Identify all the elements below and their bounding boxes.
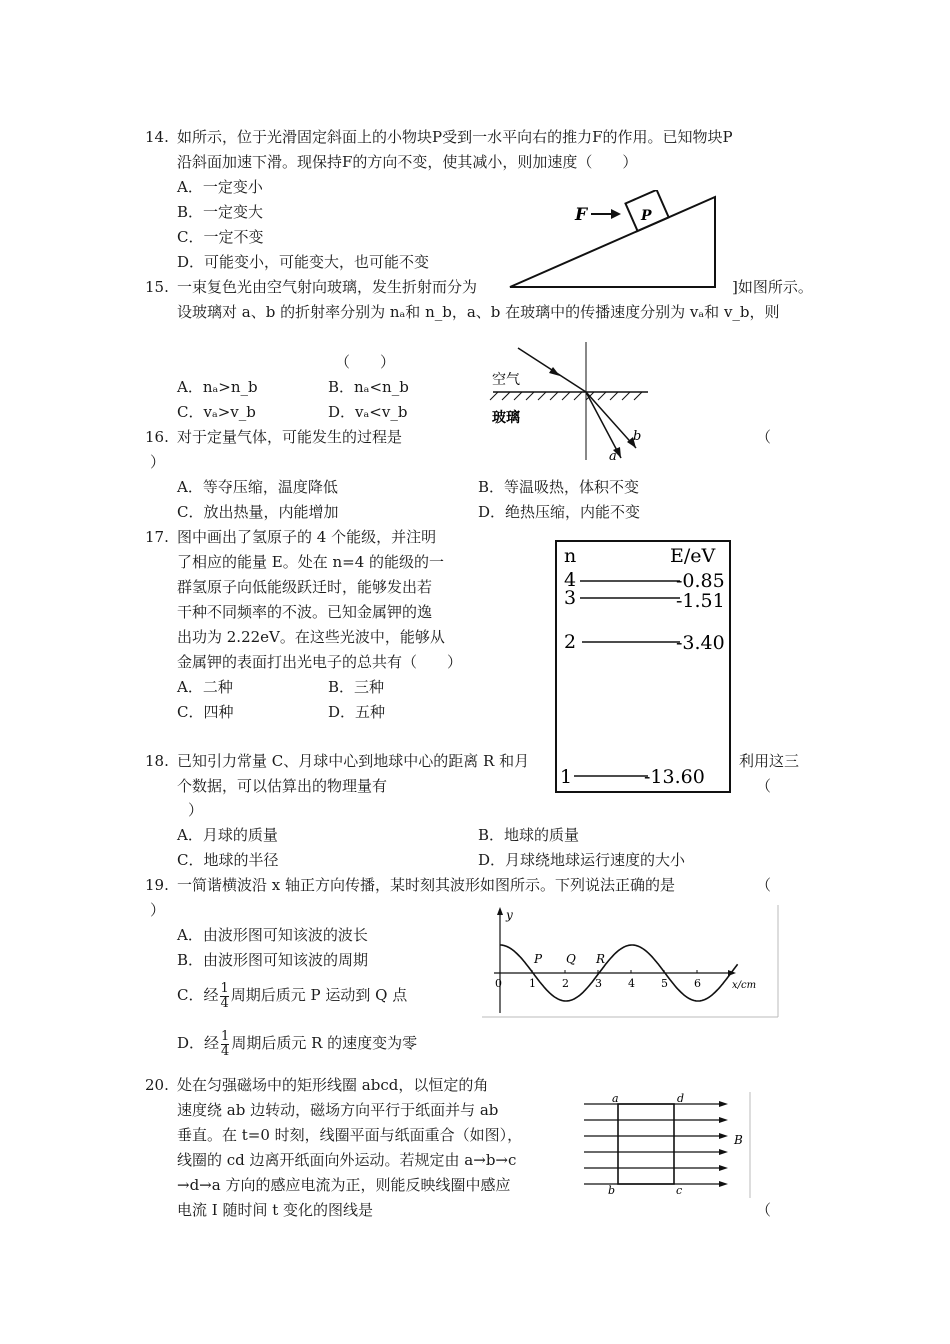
q18-stem-line2: 个数据，可以估算出的物理量有: [177, 777, 388, 795]
q17-stem-line2: 了相应的能量 E。处在 n=4 的能级的一: [177, 553, 445, 571]
q16-stem: 对于定量气体，可能发生的过程是: [177, 428, 403, 446]
q18-stem-line1b: 利用这三: [739, 752, 800, 770]
level-1-n-label: 1: [560, 766, 573, 788]
q16-option-b: B．等温吸热，体积不变: [478, 478, 640, 496]
q16-option-a: A．等夺压缩，温度降低: [177, 478, 338, 496]
q18-option-c: C．地球的半径: [177, 851, 279, 869]
q19-option-d-pre: D．经: [177, 1034, 220, 1052]
y-axis-label: y: [506, 908, 513, 922]
level-3-n: 3: [564, 587, 577, 609]
corner-a-label: a: [612, 1092, 619, 1105]
q20-stem-line1: 处在匀强磁场中的矩形线圈 abcd，以恒定的角: [177, 1076, 489, 1094]
level-2-n: 2: [564, 631, 577, 653]
glass-label: 玻璃: [492, 410, 520, 426]
q14-option-a: A．一定变小: [177, 178, 263, 196]
point-p-label: P: [534, 952, 543, 966]
level-1-energy: -13.60: [644, 766, 705, 788]
q19-option-d-fraction: [221, 1030, 229, 1059]
q19-option-b: B．由波形图可知该波的周期: [177, 951, 369, 969]
q15-option-b: B．nₐ<n_b: [328, 378, 409, 396]
level-3-energy: -1.51: [676, 590, 725, 612]
q15-refraction-figure: [478, 340, 653, 465]
corner-d-label: d: [677, 1092, 685, 1105]
q14-option-b: B．一定变大: [177, 203, 264, 221]
q19-option-a: A．由波形图可知该波的波长: [177, 926, 368, 944]
point-q-label: Q: [566, 952, 576, 966]
q17-option-b: B．三种: [328, 678, 385, 696]
q20-coil-magnetic-field-figure: [582, 1090, 754, 1202]
q17-option-d: D．五种: [328, 703, 386, 721]
q17-stem-line6: 金属钾的表面打出光电子的总共有（ ）: [177, 653, 463, 671]
q18-option-a: A．月球的质量: [177, 826, 278, 844]
q16-paren-close: ）: [150, 453, 166, 471]
tick-2: 2: [562, 977, 569, 990]
q15-option-c: C．vₐ>v_b: [177, 403, 256, 421]
q15-answer-paren: （ ）: [335, 353, 396, 371]
q18-stem-line1a: 已知引力常量 C、月球中心到地球中心的距离 R 和月: [177, 752, 530, 770]
x-axis-label: x/cm: [732, 980, 757, 991]
q18-number: 18.: [145, 752, 169, 770]
tick-0: 0: [495, 977, 502, 990]
q20-number: 20.: [145, 1076, 169, 1094]
energy-header: E/eV: [670, 545, 716, 567]
q19-waveform-figure: [482, 905, 782, 1020]
q15-stem-line1b: ]如图所示。: [732, 278, 813, 296]
q19-option-d: [177, 1026, 417, 1060]
q17-stem-line5: 出功为 2.22eV。在这些光波中，能够从: [177, 628, 445, 646]
q17-stem-line1: 图中画出了氢原子的 4 个能级，并注明: [177, 528, 437, 546]
corner-b-label: b: [608, 1184, 616, 1197]
q20-stem-line2: 速度绕 ab 边转动，磁场方向平行于纸面并与 ab: [177, 1101, 499, 1119]
q14-incline-figure: [505, 190, 730, 300]
q16-number: 16.: [145, 428, 169, 446]
n-header: n: [564, 545, 577, 567]
q16-paren-open: （: [756, 428, 772, 446]
q19-option-c: [177, 978, 407, 1012]
q14-number: 14.: [145, 128, 169, 146]
air-label: 空气: [492, 372, 520, 388]
q15-option-d: D．vₐ<v_b: [328, 403, 408, 421]
fraction-numerator: 1: [221, 1028, 230, 1044]
q19-paren-close: ）: [150, 901, 166, 919]
q18-option-b: B．地球的质量: [478, 826, 580, 844]
level-4-energy: -0.85: [676, 570, 725, 592]
q18-paren-open: （: [756, 777, 772, 795]
ray-a-label: a: [609, 449, 617, 464]
q20-stem-line4: 线圈的 cd 边离开纸面向外运动。若规定由 a→b→c: [177, 1151, 517, 1169]
q20-stem-line5: →d→a 方向的感应电流为正，则能反映线圈中感应: [177, 1176, 511, 1194]
q17-stem-line3: 群氢原子向低能级跃迁时，能够发出若: [177, 578, 433, 596]
field-b-label: B: [734, 1133, 743, 1147]
fraction-denominator: 4: [221, 1043, 230, 1059]
tick-3: 3: [595, 977, 602, 990]
q17-stem-line4: 干种不同频率的不波。已知金属钾的逸: [177, 603, 433, 621]
q19-number: 19.: [145, 876, 169, 894]
q20-stem-line3: 垂直。在 t=0 时刻，线圈平面与纸面重合（如图），: [177, 1126, 523, 1144]
q17-energy-level-diagram: [552, 538, 734, 796]
q18-paren-close: ）: [188, 801, 204, 819]
ray-b-label: b: [633, 429, 642, 444]
corner-c-label: c: [676, 1184, 683, 1197]
level-4-n: 4: [564, 569, 577, 591]
q19-option-d-post: 周期后质元 R 的速度变为零: [231, 1034, 418, 1052]
tick-6: 6: [694, 977, 701, 990]
q20-stem-line6: 电流 I 随时间 t 变化的图线是: [177, 1201, 374, 1219]
fraction-denominator: 4: [220, 995, 229, 1011]
tick-5: 5: [661, 977, 668, 990]
q19-option-c-post: 周期后质元 P 运动到 Q 点: [230, 986, 408, 1004]
block-label: P: [641, 208, 652, 224]
q15-stem-line1a: 一束复色光由空气射向玻璃，发生折射而分为: [177, 278, 478, 296]
q14-stem-line2: 沿斜面加速下滑。现保持F的方向不变，使其减小，则加速度（ ）: [177, 153, 638, 171]
q17-option-c: C．四种: [177, 703, 234, 721]
q20-paren-open: （: [756, 1201, 772, 1219]
point-r-label: R: [596, 952, 606, 966]
force-label: F: [575, 205, 588, 225]
q19-stem: 一简谐横波沿 x 轴正方向传播，某时刻其波形如图所示。下列说法正确的是: [177, 876, 675, 894]
q16-option-d: D．绝热压缩，内能不变: [478, 503, 641, 521]
q14-option-c: C．一定不变: [177, 228, 264, 246]
q19-paren-open: （: [756, 876, 772, 894]
coil-abcd: [618, 1104, 674, 1184]
q15-option-a: A．nₐ>n_b: [177, 378, 258, 396]
q14-option-d: D．可能变小，可能变大，也可能不变: [177, 253, 430, 271]
q19-option-c-fraction: [220, 982, 228, 1011]
level-2-energy: -3.40: [676, 632, 725, 654]
tick-1: 1: [529, 977, 536, 990]
fraction-numerator: 1: [220, 980, 229, 996]
q14-stem-line1: 如所示，位于光滑固定斜面上的小物块P受到一水平向右的推力F的作用。已知物块P: [177, 128, 733, 146]
q16-option-c: C．放出热量，内能增加: [177, 503, 339, 521]
q17-option-a: A．二种: [177, 678, 233, 696]
q19-option-c-pre: C．经: [177, 986, 219, 1004]
q15-stem-line2: 设玻璃对 a、b 的折射率分别为 nₐ和 n_b，a、b 在玻璃中的传播速度分别为 vₐ和 v_b，则: [177, 303, 780, 321]
q17-number: 17.: [145, 528, 169, 546]
tick-4: 4: [628, 977, 635, 990]
q15-number: 15.: [145, 278, 169, 296]
q18-option-d: D．月球绕地球运行速度的大小: [478, 851, 686, 869]
